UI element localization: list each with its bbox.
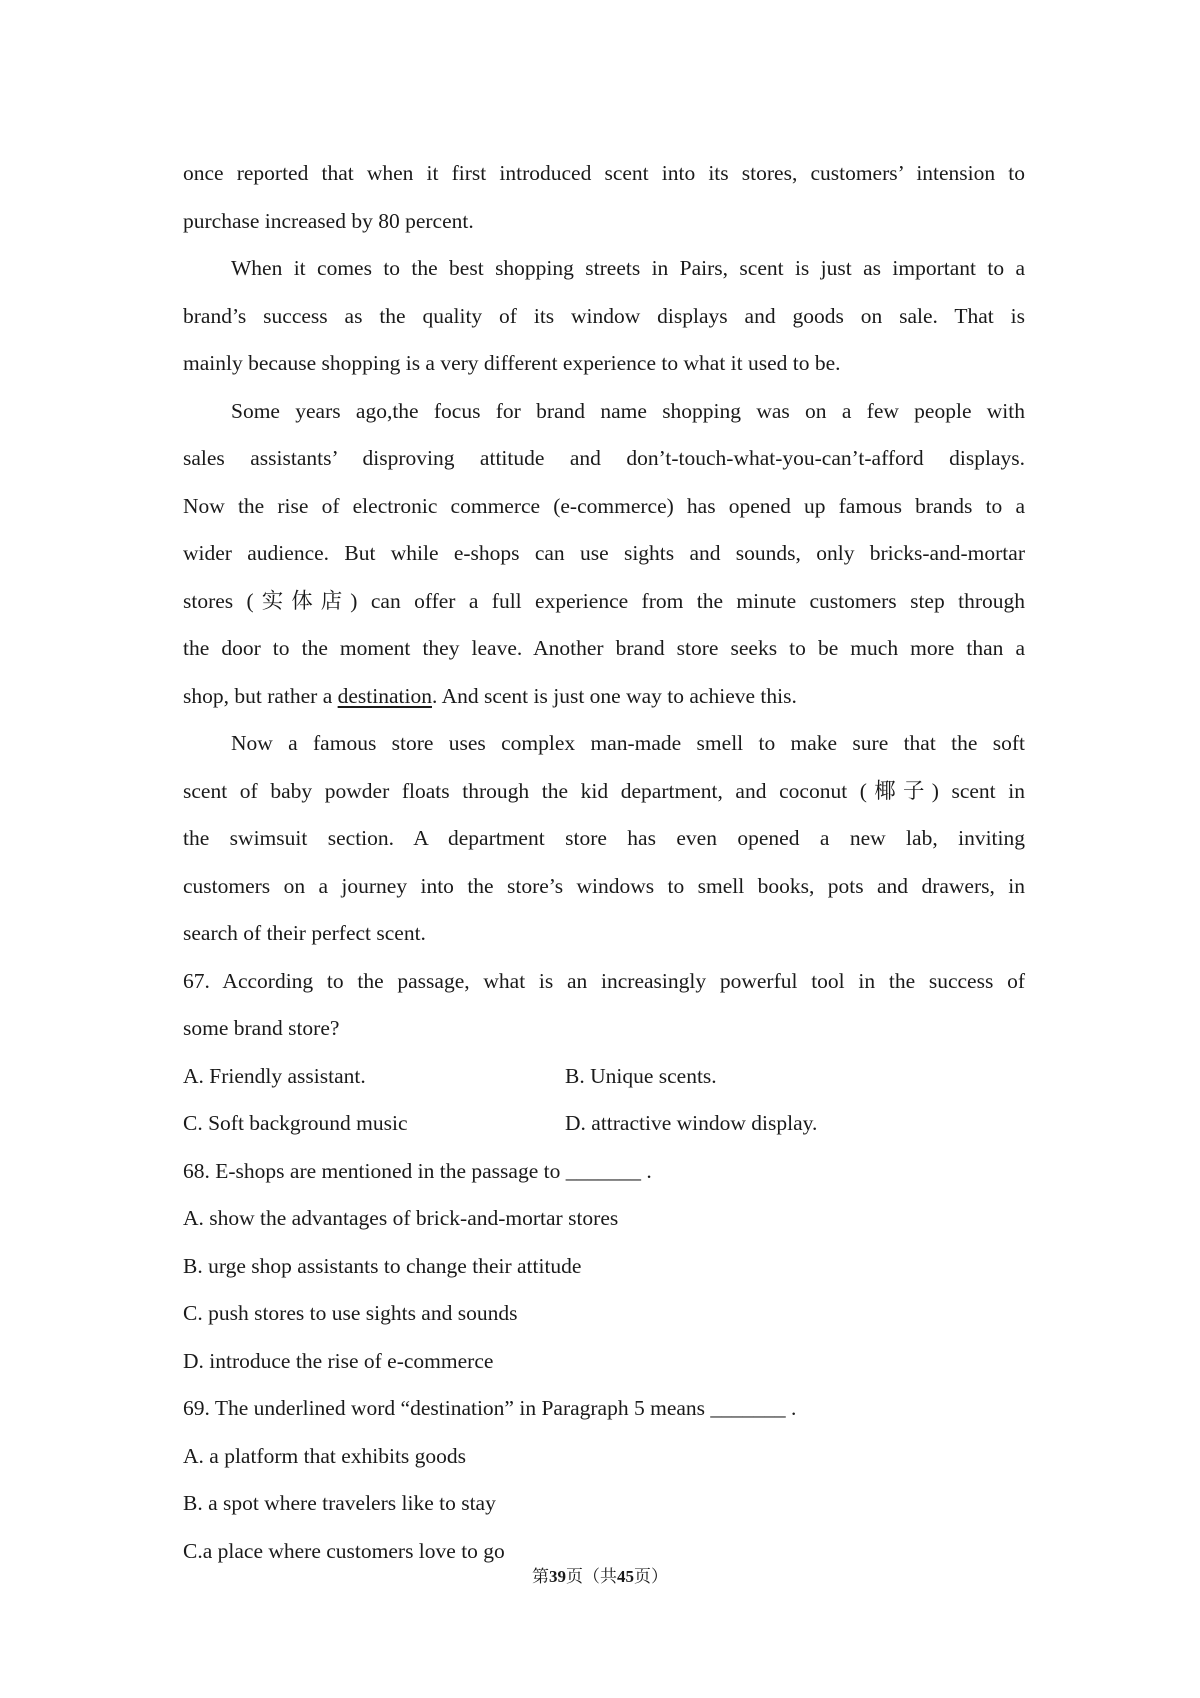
question-67-cont: some brand store?	[183, 1016, 340, 1040]
option-c: C. Soft background music	[183, 1111, 408, 1135]
page-footer	[0, 1562, 1200, 1587]
passage-line: the swimsuit section. A department store has even opened a new lab, inviting	[183, 826, 1025, 850]
passage-line: search of their perfect scent.	[183, 921, 426, 945]
option-c: C.a place where customers love to go	[183, 1538, 505, 1563]
passage-line: brand’s success as the quality of its window displays and goods on sale. That is	[183, 303, 1025, 328]
option-a: A. Friendly assistant.	[183, 1063, 366, 1088]
passage-line	[183, 673, 1025, 721]
question-69: 69. The underlined word “destination” in Paragraph 5 means _______ .	[183, 1396, 797, 1420]
passage-line: When it comes to the best shopping streets in Pairs, scent is just as important to a	[231, 256, 1025, 280]
passage-line: stores (实体店) can offer a full experience from the minute customers step through	[183, 588, 1025, 613]
question-67-options-row	[183, 1053, 1025, 1101]
option-b: B. Unique scents.	[565, 1063, 717, 1088]
passage-line: customers on a journey into the store’s windows to smell books, pots and drawers, in	[183, 873, 1025, 898]
option-c: C. push stores to use sights and sounds	[183, 1301, 518, 1325]
passage-line: scent of baby powder floats through the kid department, and coconut (椰子) scent in	[183, 778, 1025, 803]
passage-line: wider audience. But while e-shops can use sights and sounds, only bricks-and-mortar	[183, 541, 1025, 565]
passage-line: Now a famous store uses complex man-made smell to make sure that the soft	[231, 731, 1025, 755]
option-b: B. a spot where travelers like to stay	[183, 1491, 496, 1515]
option-d: D. attractive window display.	[565, 1111, 818, 1135]
option-b: B. urge shop assistants to change their attitude	[183, 1253, 582, 1278]
passage-line: once reported that when it first introduced scent into its stores, customers’ intension to	[183, 161, 1025, 185]
option-d: D. introduce the rise of e-commerce	[183, 1348, 494, 1373]
question-67: 67. According to the passage, what is an increasingly powerful tool in the success of	[183, 968, 1025, 993]
passage-line: purchase increased by 80 percent.	[183, 208, 474, 233]
option-a: A. a platform that exhibits goods	[183, 1443, 467, 1468]
passage-line: Some years ago,the focus for brand name shopping was on a few people with	[231, 398, 1025, 423]
passage-line: mainly because shopping is a very different experience to what it used to be.	[183, 351, 841, 375]
footer-text: 第	[532, 1567, 549, 1587]
page-number: 39	[549, 1567, 566, 1586]
passage-line: the door to the moment they leave. Another brand store seeks to be much more than a	[183, 636, 1025, 660]
option-a: A. show the advantages of brick-and-mortar stores	[183, 1206, 619, 1230]
passage-line: Now the rise of electronic commerce (e-commerce) has opened up famous brands to a	[183, 493, 1025, 518]
passage-text: . And scent is just one way to achieve this.	[432, 683, 797, 708]
footer-text: 页）	[634, 1567, 668, 1587]
passage-text: shop, but rather a	[183, 683, 338, 708]
total-pages: 45	[617, 1567, 634, 1586]
document-page	[183, 150, 1025, 1575]
footer-text: 页（共	[566, 1567, 617, 1587]
passage-line: sales assistants’ disproving attitude and don’t-touch-what-you-can’t-afford displays.	[183, 446, 1025, 470]
question-68: 68. E-shops are mentioned in the passage to _______ .	[183, 1158, 652, 1183]
question-67-options-row	[183, 1100, 1025, 1148]
underlined-word: destination	[337, 683, 432, 708]
